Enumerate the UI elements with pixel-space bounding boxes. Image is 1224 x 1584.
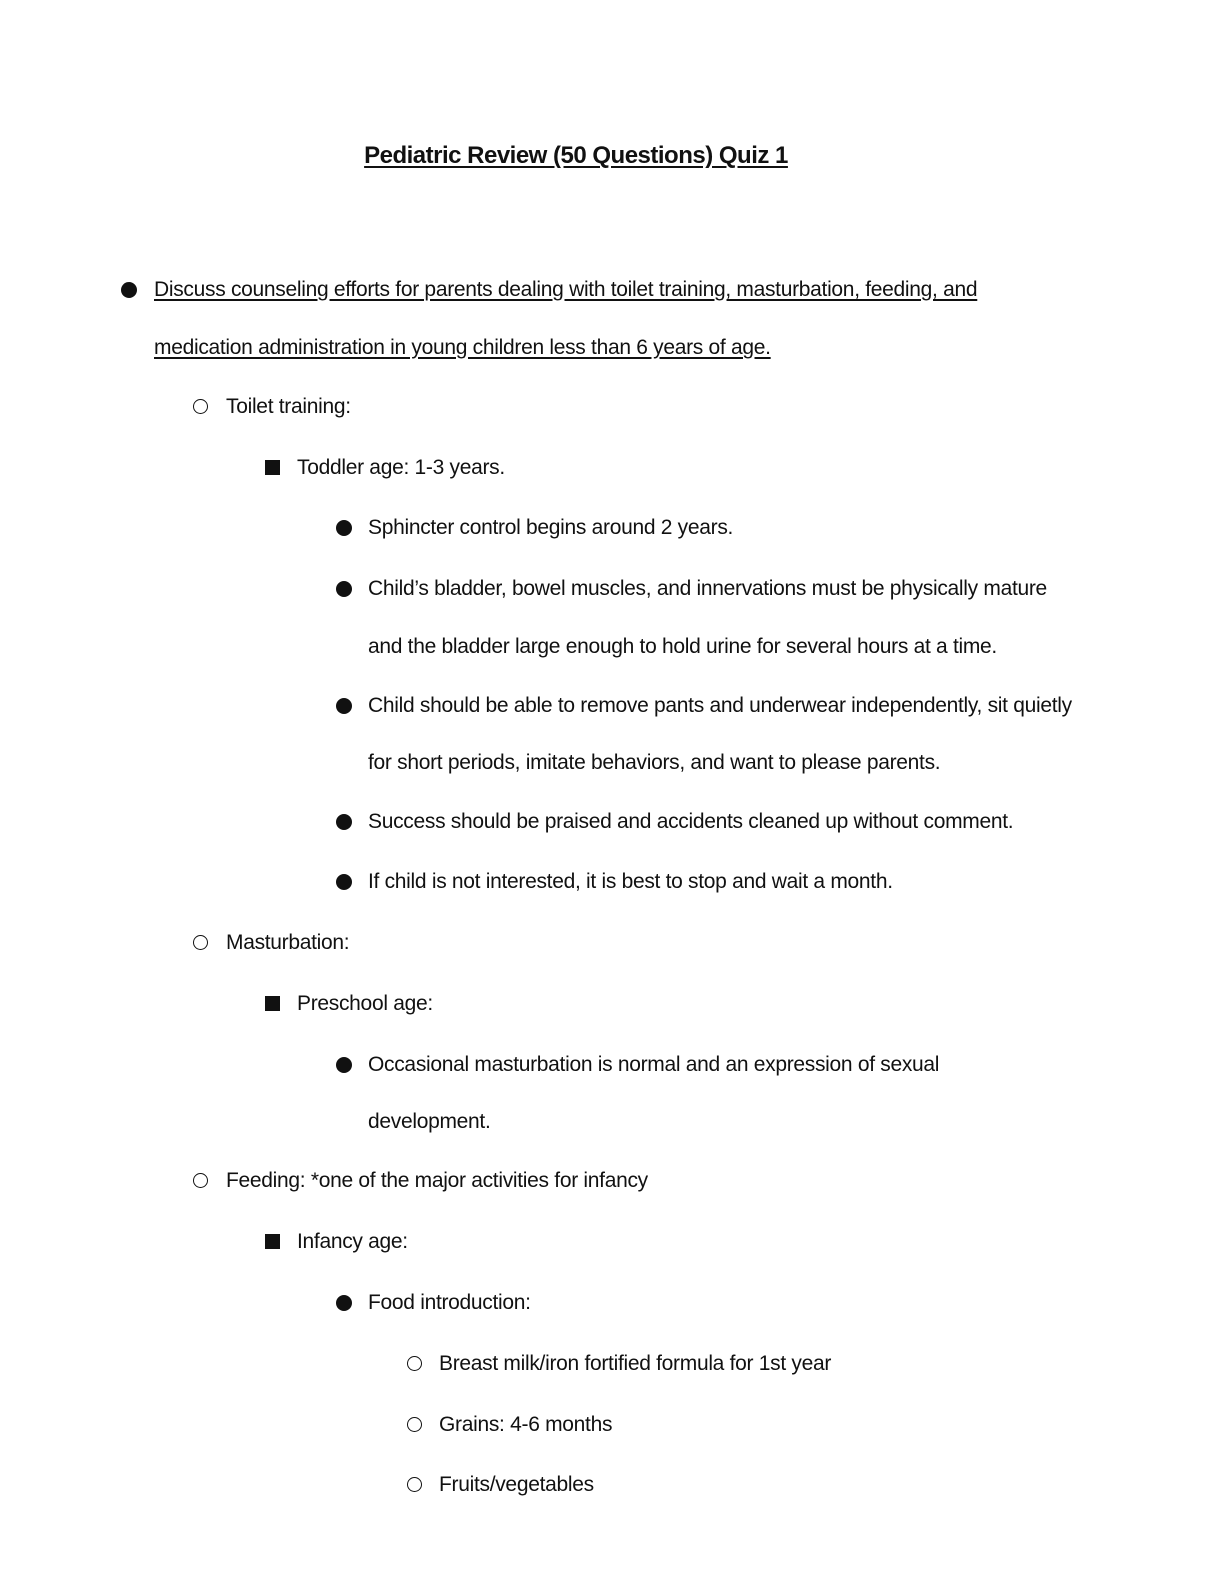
- bullet-disc: [336, 1057, 352, 1073]
- main-item-line-2: medication administration in young children less than 6 years of age.: [154, 336, 771, 359]
- page-title: Pediatric Review (50 Questions) Quiz 1: [364, 142, 788, 169]
- bullet-square: [265, 996, 280, 1011]
- bullet-disc: [336, 520, 352, 536]
- infancy-age-label: Infancy age:: [297, 1230, 408, 1253]
- food-item-3: Fruits/vegetables: [439, 1473, 594, 1496]
- bullet-disc: [336, 698, 352, 714]
- toilet-point-1: Sphincter control begins around 2 years.: [368, 516, 734, 539]
- toilet-point-2-line-1: Child’s bladder, bowel muscles, and innervations must be physically mature: [368, 577, 1047, 600]
- masturbation-heading: Masturbation:: [226, 931, 350, 954]
- toddler-age-label: Toddler age: 1-3 years.: [297, 456, 505, 479]
- bullet-circle: [407, 1417, 422, 1432]
- bullet-disc: [336, 581, 352, 597]
- preschool-age-label: Preschool age:: [297, 992, 433, 1015]
- feeding-heading: Feeding: *one of the major activities for infancy: [226, 1169, 648, 1192]
- toilet-point-5: If child is not interested, it is best to stop and wait a month.: [368, 870, 893, 893]
- toilet-training-heading: Toilet training:: [226, 395, 351, 418]
- bullet-disc: [336, 814, 352, 830]
- bullet-circle: [193, 399, 208, 414]
- main-item-line-1: Discuss counseling efforts for parents dealing with toilet training, masturbation, feeding, and: [154, 278, 978, 301]
- masturbation-point-line-2: development.: [368, 1110, 491, 1133]
- food-item-2: Grains: 4-6 months: [439, 1413, 613, 1436]
- bullet-square: [265, 1234, 280, 1249]
- toilet-point-2-line-2: and the bladder large enough to hold urine for several hours at a time.: [368, 635, 997, 658]
- bullet-disc: [336, 1295, 352, 1311]
- bullet-circle: [193, 1173, 208, 1188]
- toilet-point-3-line-2: for short periods, imitate behaviors, and want to please parents.: [368, 751, 941, 774]
- masturbation-point-line-1: Occasional masturbation is normal and an expression of sexual: [368, 1053, 940, 1076]
- bullet-circle: [407, 1477, 422, 1492]
- bullet-disc: [336, 874, 352, 890]
- bullet-disc: [121, 282, 137, 298]
- bullet-circle: [407, 1356, 422, 1371]
- toilet-point-3-line-1: Child should be able to remove pants and underwear independently, sit quietly: [368, 694, 1072, 717]
- food-introduction-label: Food introduction:: [368, 1291, 531, 1314]
- bullet-square: [265, 460, 280, 475]
- bullet-circle: [193, 935, 208, 950]
- toilet-point-4: Success should be praised and accidents cleaned up without comment.: [368, 810, 1014, 833]
- food-item-1: Breast milk/iron fortified formula for 1st year: [439, 1352, 832, 1375]
